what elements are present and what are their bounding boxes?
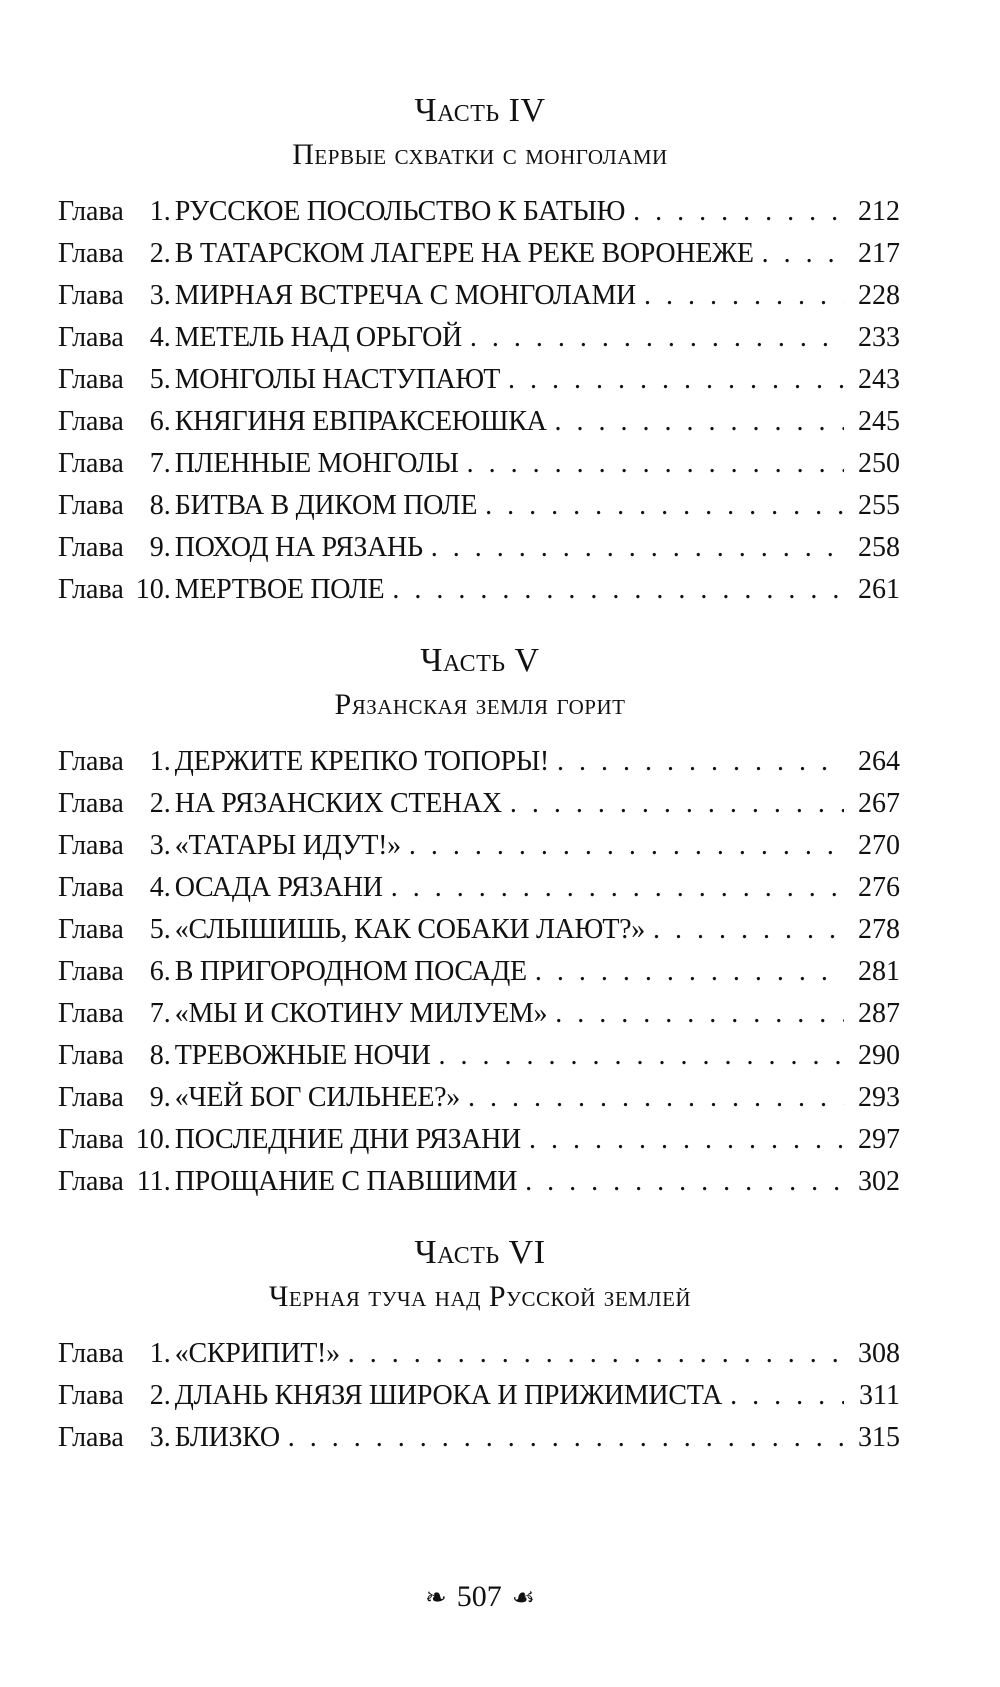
page-footer xyxy=(0,1580,960,1614)
chapter-page: 281 xyxy=(858,956,900,987)
chapter-number: 7 xyxy=(149,448,164,479)
dot-leader xyxy=(468,1082,844,1114)
dot-leader xyxy=(510,788,844,820)
chapter-label: Глава xyxy=(58,872,124,903)
chapter-number: 5 xyxy=(149,364,164,395)
dot-leader xyxy=(555,998,844,1030)
toc-entry: Глава 5 . «СЛЫШИШЬ, КАК СОБАКИ ЛАЮТ?» . . . 278 xyxy=(58,914,900,958)
chapter-page: 258 xyxy=(858,532,900,563)
toc-entry: Глава 2 . В ТАТАРСКОМ ЛАГЕРЕ НА РЕКЕ ВОРОНЕЖЕ . . . 217 xyxy=(58,238,900,282)
chapter-label: Глава xyxy=(58,1166,124,1197)
chapter-number: 7 xyxy=(149,998,164,1029)
dot-leader xyxy=(525,1166,844,1198)
ornament-right-icon: ☙ xyxy=(511,1583,536,1612)
chapter-number: 8 xyxy=(149,1040,164,1071)
toc-entry: Глава 6 . КНЯГИНЯ ЕВПРАКСЕЮШКА . . . 245 xyxy=(58,406,900,450)
toc-entry: Глава 2 . ДЛАНЬ КНЯЗЯ ШИРОКА И ПРИЖИМИСТА . . . 311 xyxy=(58,1380,900,1424)
dot-leader xyxy=(762,238,844,270)
part-subtitle: Черная туча над Русской землей xyxy=(268,1280,692,1313)
chapter-title: В ТАТАРСКОМ ЛАГЕРЕ НА РЕКЕ ВОРОНЕЖЕ xyxy=(174,238,754,269)
dot-leader xyxy=(529,1124,844,1156)
dot-leader xyxy=(508,364,844,396)
chapter-title: ДЛАНЬ КНЯЗЯ ШИРОКА И ПРИЖИМИСТА xyxy=(174,1380,723,1411)
chapter-title: БЛИЗКО xyxy=(174,1422,280,1453)
dot-leader xyxy=(470,322,844,354)
chapter-label: Глава xyxy=(58,914,124,945)
chapter-page: 255 xyxy=(858,490,900,521)
chapter-page: 245 xyxy=(858,406,900,437)
dot-leader xyxy=(555,406,844,438)
chapter-page: 302 xyxy=(858,1166,900,1197)
part-title: Часть IV xyxy=(414,92,546,129)
chapter-page: 250 xyxy=(858,448,900,479)
dot-leader xyxy=(730,1380,844,1412)
toc-entry: Глава 4 . ОСАДА РЯЗАНИ . . . 276 xyxy=(58,872,900,916)
chapter-number: 3 xyxy=(149,280,164,311)
chapter-title: «ЧЕЙ БОГ СИЛЬНЕЕ?» xyxy=(174,1082,461,1113)
dot-leader xyxy=(633,196,844,228)
chapter-number: 4 xyxy=(149,872,164,903)
chapter-label: Глава xyxy=(58,1422,124,1453)
toc-entry: Глава 4 . МЕТЕЛЬ НАД ОРЬГОЙ . . . 233 xyxy=(58,322,900,366)
chapter-title: КНЯГИНЯ ЕВПРАКСЕЮШКА xyxy=(174,406,547,437)
chapter-number: 9 xyxy=(149,532,164,563)
toc-entry: Глава 10 . ПОСЛЕДНИЕ ДНИ РЯЗАНИ . . . 297 xyxy=(58,1124,900,1168)
chapter-page: 243 xyxy=(858,364,900,395)
chapter-number: 2 xyxy=(149,1380,164,1411)
chapter-label: Глава xyxy=(58,280,124,311)
toc-entry: Глава 7 . ПЛЕННЫЕ МОНГОЛЫ . . . 250 xyxy=(58,448,900,492)
page-number: 507 xyxy=(456,1580,502,1613)
dot-leader xyxy=(409,830,844,862)
chapter-title: ПОСЛЕДНИЕ ДНИ РЯЗАНИ xyxy=(174,1124,521,1155)
chapter-number: 8 xyxy=(149,490,164,521)
chapter-page: 278 xyxy=(858,914,900,945)
chapter-number: 4 xyxy=(149,322,164,353)
chapter-page: 212 xyxy=(858,196,900,227)
chapter-page: 297 xyxy=(858,1124,900,1155)
chapter-title: «МЫ И СКОТИНУ МИЛУЕМ» xyxy=(174,998,548,1029)
chapter-label: Глава xyxy=(58,956,124,987)
dot-leader xyxy=(653,914,844,946)
dot-leader xyxy=(644,280,844,312)
chapter-number: 1 xyxy=(149,1338,164,1369)
toc-entry: Глава 1 . ДЕРЖИТЕ КРЕПКО ТОПОРЫ! . . . 264 xyxy=(58,746,900,790)
part-title: Часть VI xyxy=(414,1234,546,1271)
toc-entry: Глава 9 . ПОХОД НА РЯЗАНЬ . . . 258 xyxy=(58,532,900,576)
chapter-label: Глава xyxy=(58,746,124,777)
chapter-title: РУССКОЕ ПОСОЛЬСТВО К БАТЫЮ xyxy=(174,196,626,227)
chapter-title: МЕРТВОЕ ПОЛЕ xyxy=(174,574,385,605)
chapter-label: Глава xyxy=(58,788,124,819)
chapter-title: «ТАТАРЫ ИДУТ!» xyxy=(174,830,401,861)
toc-entry: Глава 8 . БИТВА В ДИКОМ ПОЛЕ . . . 255 xyxy=(58,490,900,534)
chapter-page: 315 xyxy=(858,1422,900,1453)
toc-entry: Глава 8 . ТРЕВОЖНЫЕ НОЧИ . . . 290 xyxy=(58,1040,900,1084)
toc-entry: Глава 7 . «МЫ И СКОТИНУ МИЛУЕМ» . . . 287 xyxy=(58,998,900,1042)
chapter-title: ПРОЩАНИЕ С ПАВШИМИ xyxy=(174,1166,518,1197)
chapter-label: Глава xyxy=(58,1338,124,1369)
toc-entry: Глава 5 . МОНГОЛЫ НАСТУПАЮТ . . . 243 xyxy=(58,364,900,408)
toc-entry: Глава 3 . МИРНАЯ ВСТРЕЧА С МОНГОЛАМИ . . . 228 xyxy=(58,280,900,324)
chapter-number: 1 xyxy=(149,196,164,227)
toc-entry: Глава 3 . БЛИЗКО . . . 315 xyxy=(58,1422,900,1466)
chapter-page: 261 xyxy=(858,574,900,605)
chapter-page: 270 xyxy=(858,830,900,861)
chapter-page: 276 xyxy=(858,872,900,903)
dot-leader xyxy=(431,532,844,564)
chapter-label: Глава xyxy=(58,448,124,479)
chapter-page: 267 xyxy=(858,788,900,819)
chapter-number: 3 xyxy=(149,1422,164,1453)
dot-leader xyxy=(288,1422,844,1454)
toc-entry: Глава 9 . «ЧЕЙ БОГ СИЛЬНЕЕ?» . . . 293 xyxy=(58,1082,900,1126)
dot-leader xyxy=(439,1040,844,1072)
dot-leader xyxy=(348,1338,844,1370)
chapter-label: Глава xyxy=(58,364,124,395)
chapter-label: Глава xyxy=(58,830,124,861)
chapter-number: 11 xyxy=(136,1166,164,1197)
chapter-title: «СКРИПИТ!» xyxy=(174,1338,340,1369)
toc-entry: Глава 11 . ПРОЩАНИЕ С ПАВШИМИ . . . 302 xyxy=(58,1166,900,1210)
chapter-label: Глава xyxy=(58,532,124,563)
toc-entry: Глава 1 . «СКРИПИТ!» . . . 308 xyxy=(58,1338,900,1382)
dot-leader xyxy=(485,490,844,522)
toc-entry: Глава 2 . НА РЯЗАНСКИХ СТЕНАХ . . . 267 xyxy=(58,788,900,832)
dot-leader xyxy=(467,448,844,480)
toc-entry: Глава 3 . «ТАТАРЫ ИДУТ!» . . . 270 xyxy=(58,830,900,874)
chapter-label: Глава xyxy=(58,1040,124,1071)
chapter-number: 6 xyxy=(149,956,164,987)
chapter-page: 217 xyxy=(858,238,900,269)
chapter-page: 233 xyxy=(858,322,900,353)
chapter-title: ОСАДА РЯЗАНИ xyxy=(174,872,383,903)
dot-leader xyxy=(535,956,844,988)
chapter-title: ТРЕВОЖНЫЕ НОЧИ xyxy=(174,1040,431,1071)
dot-leader xyxy=(557,746,844,778)
chapter-number: 2 xyxy=(149,788,164,819)
chapter-label: Глава xyxy=(58,574,124,605)
chapter-label: Глава xyxy=(58,1124,124,1155)
chapter-label: Глава xyxy=(58,322,124,353)
toc-entry: Глава 10 . МЕРТВОЕ ПОЛЕ . . . 261 xyxy=(58,574,900,618)
chapter-number: 1 xyxy=(149,746,164,777)
chapter-title: МИРНАЯ ВСТРЕЧА С МОНГОЛАМИ xyxy=(174,280,636,311)
dot-leader xyxy=(391,872,844,904)
chapter-page: 264 xyxy=(858,746,900,777)
ornament-left-icon: ❧ xyxy=(424,1583,447,1612)
chapter-title: ПЛЕННЫЕ МОНГОЛЫ xyxy=(174,448,459,479)
chapter-page: 228 xyxy=(858,280,900,311)
chapter-number: 6 xyxy=(149,406,164,437)
chapter-number: 3 xyxy=(149,830,164,861)
chapter-label: Глава xyxy=(58,1380,124,1411)
chapter-label: Глава xyxy=(58,238,124,269)
chapter-number: 10 xyxy=(135,574,164,605)
chapter-page: 287 xyxy=(858,998,900,1029)
toc-entry: Глава 6 . В ПРИГОРОДНОМ ПОСАДЕ . . . 281 xyxy=(58,956,900,1000)
chapter-page: 293 xyxy=(858,1082,900,1113)
chapter-title: НА РЯЗАНСКИХ СТЕНАХ xyxy=(174,788,502,819)
dot-leader xyxy=(392,574,844,606)
chapter-label: Глава xyxy=(58,1082,124,1113)
chapter-page: 311 xyxy=(859,1380,900,1411)
chapter-number: 5 xyxy=(149,914,164,945)
part-subtitle: Рязанская земля горит xyxy=(334,688,626,721)
chapter-number: 10 xyxy=(135,1124,164,1155)
chapter-title: МОНГОЛЫ НАСТУПАЮТ xyxy=(174,364,501,395)
chapter-title: МЕТЕЛЬ НАД ОРЬГОЙ xyxy=(174,322,462,353)
chapter-title: «СЛЫШИШЬ, КАК СОБАКИ ЛАЮТ?» xyxy=(174,914,645,945)
chapter-title: В ПРИГОРОДНОМ ПОСАДЕ xyxy=(174,956,527,987)
chapter-number: 9 xyxy=(149,1082,164,1113)
chapter-label: Глава xyxy=(58,998,124,1029)
chapter-title: БИТВА В ДИКОМ ПОЛЕ xyxy=(174,490,478,521)
chapter-page: 290 xyxy=(858,1040,900,1071)
toc-entry: Глава 1 . РУССКОЕ ПОСОЛЬСТВО К БАТЫЮ . . . 212 xyxy=(58,196,900,240)
chapter-label: Глава xyxy=(58,490,124,521)
chapter-label: Глава xyxy=(58,406,124,437)
chapter-number: 2 xyxy=(149,238,164,269)
chapter-page: 308 xyxy=(858,1338,900,1369)
chapter-title: ПОХОД НА РЯЗАНЬ xyxy=(174,532,423,563)
part-subtitle: Первые схватки с монголами xyxy=(292,138,668,171)
chapter-label: Глава xyxy=(58,196,124,227)
part-title: Часть V xyxy=(420,642,540,679)
chapter-title: ДЕРЖИТЕ КРЕПКО ТОПОРЫ! xyxy=(174,746,549,777)
